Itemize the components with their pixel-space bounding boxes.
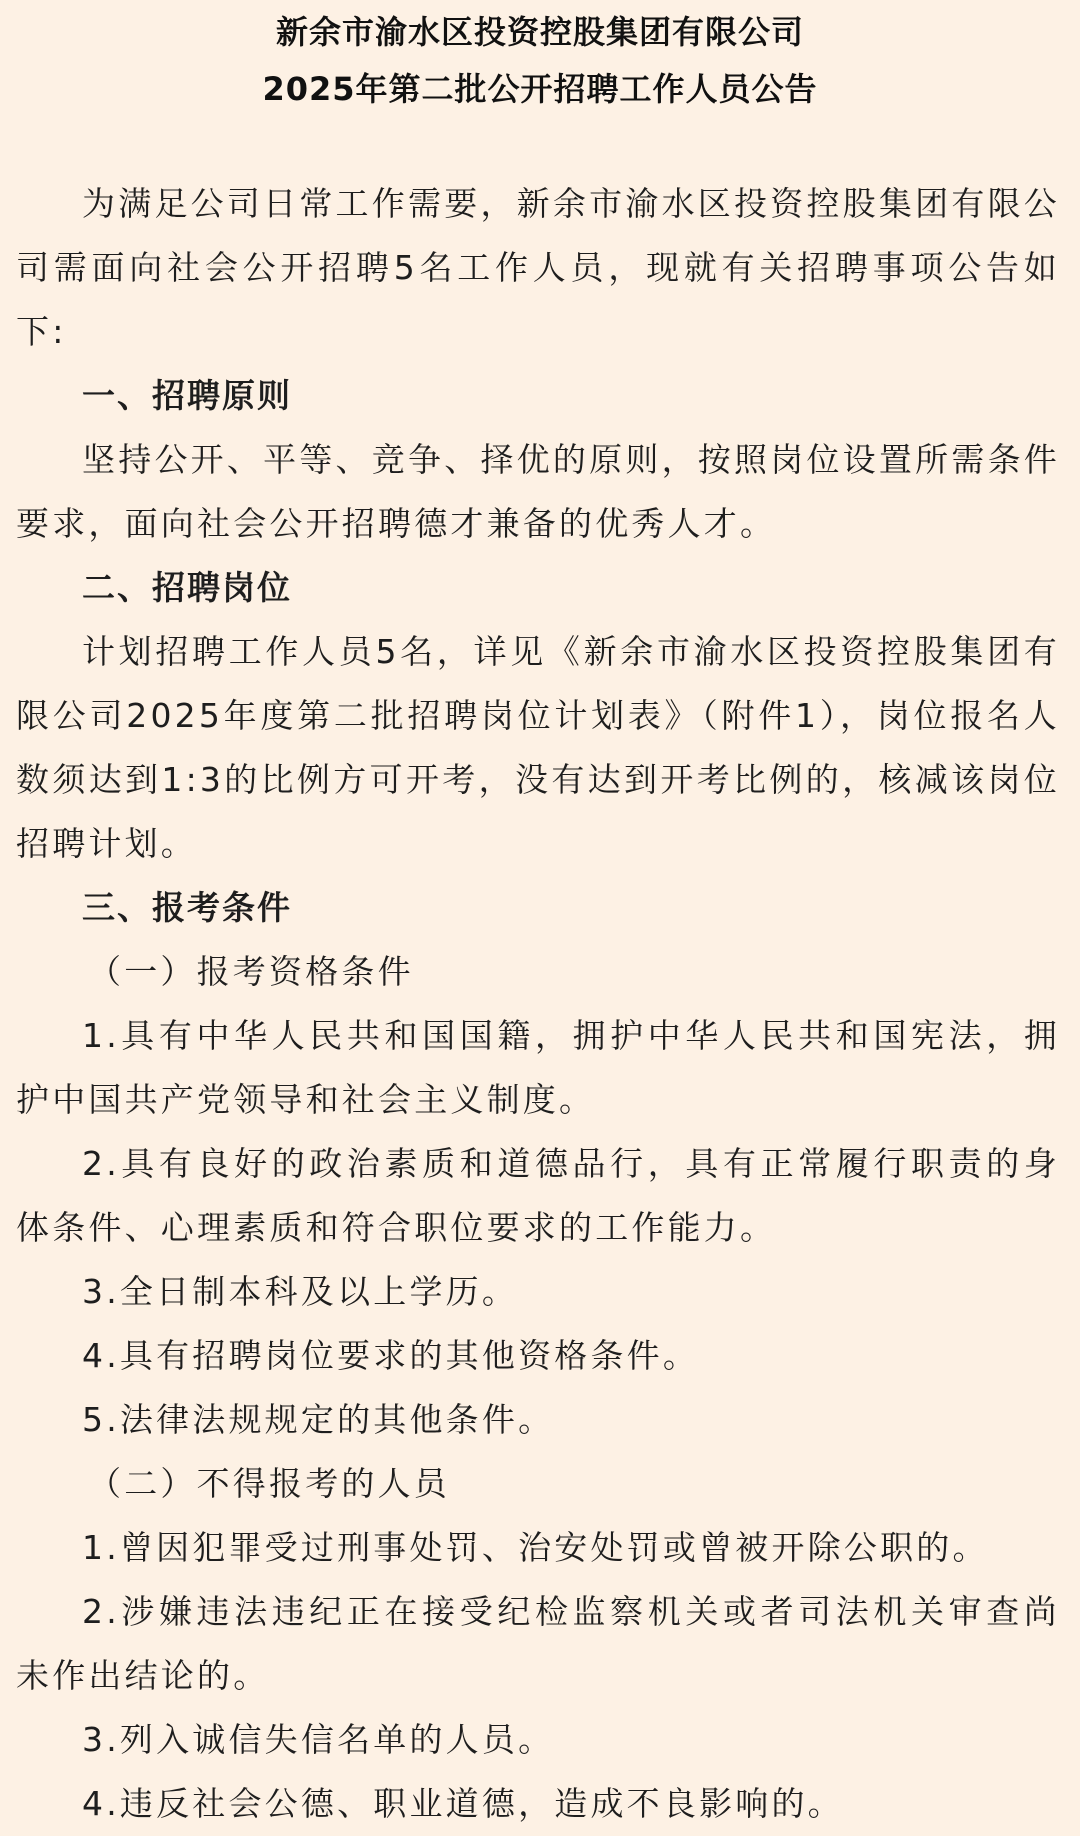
title-line-1: 新余市渝水区投资控股集团有限公司 [275,13,804,51]
section-1-heading: 一、招聘原则 [82,376,292,415]
section-2-text: 计划招聘工作人员5名，详见《新余市渝水区投资控股集团有限公司2025年度第二批招聘岗位计划表》（附件1），岗位报名人数须达到1:3的比例方可开考，没有达到开考比例的，核减该岗位招聘计划。 [16,632,1060,863]
subsection-1-heading: （一）报考资格条件 [88,952,414,991]
announcement-body [16,172,1060,1836]
qualification-item: 5.法律法规规定的其他条件。 [82,1400,555,1439]
exclusion-item: 2.涉嫌违法违纪正在接受纪检监察机关或者司法机关审查尚未作出结论的。 [16,1592,1060,1695]
qualification-item: 2.具有良好的政治素质和道德品行，具有正常履行职责的身体条件、心理素质和符合职位要求的工作能力。 [16,1144,1060,1247]
intro-paragraph: 为满足公司日常工作需要，新余市渝水区投资控股集团有限公司需面向社会公开招聘5名工作人员，现就有关招聘事项公告如下: [16,184,1060,351]
qualification-item: 3.全日制本科及以上学历。 [82,1272,519,1311]
exclusion-item: 4.违反社会公德、职业道德，造成不良影响的。 [82,1784,844,1823]
exclusion-item: 1.曾因犯罪受过刑事处罚、治安处罚或曾被开除公职的。 [82,1528,989,1567]
title-line-2: 2025年第二批公开招聘工作人员公告 [262,70,818,108]
section-1-text: 坚持公开、平等、竞争、择优的原则，按照岗位设置所需条件要求，面向社会公开招聘德才兼备的优秀人才。 [16,440,1060,543]
section-3-heading: 三、报考条件 [82,888,292,927]
qualification-item: 1.具有中华人民共和国国籍，拥护中华人民共和国宪法，拥护中国共产党领导和社会主义制度。 [16,1016,1060,1119]
qualification-item: 4.具有招聘岗位要求的其他资格条件。 [82,1336,700,1375]
exclusion-item: 3.列入诚信失信名单的人员。 [82,1720,555,1759]
subsection-2-heading: （二）不得报考的人员 [88,1464,450,1503]
section-2-heading: 二、招聘岗位 [82,568,292,607]
